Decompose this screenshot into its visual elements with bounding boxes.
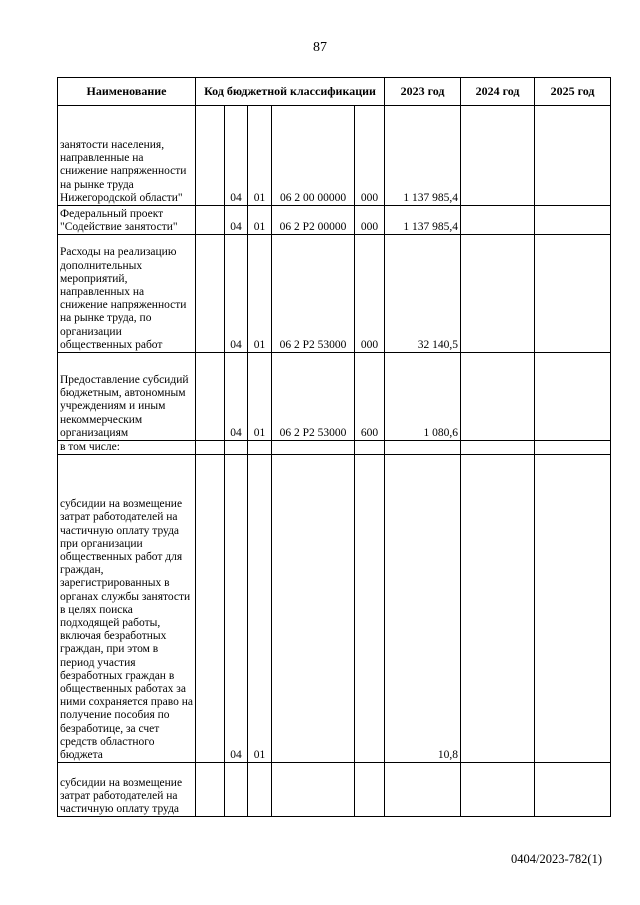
row-amount-2023: 10,8	[385, 455, 461, 763]
table-row	[58, 106, 611, 206]
row-target-article: 06 2 Р2 53000	[272, 353, 355, 441]
header-2023: 2023 год	[385, 78, 461, 106]
row-section: 04	[225, 455, 248, 763]
row-amount-2025	[535, 455, 611, 763]
row-expense-type	[355, 441, 385, 455]
table-row	[58, 353, 611, 441]
row-section: 04	[225, 353, 248, 441]
row-name: Предоставление субсидий бюджетным, автономным учреждениям и иным некоммерческим организациям	[58, 353, 196, 441]
row-subsection: 01	[248, 206, 272, 235]
row-amount-2023	[385, 441, 461, 455]
row-expense-type	[355, 763, 385, 817]
row-subsection: 01	[248, 106, 272, 206]
row-section: 04	[225, 206, 248, 235]
row-amount-2023: 32 140,5	[385, 235, 461, 353]
row-amount-2024	[461, 763, 535, 817]
document-code: 0404/2023-782(1)	[511, 852, 602, 866]
row-subsection	[248, 441, 272, 455]
row-amount-2025	[535, 353, 611, 441]
row-empty-cell	[196, 353, 225, 441]
row-amount-2025	[535, 206, 611, 235]
row-name: занятости населения, направленные на снижение напряженности на рынке труда Нижегородской области"	[58, 106, 196, 206]
row-amount-2023: 1 080,6	[385, 353, 461, 441]
row-amount-2024	[461, 441, 535, 455]
row-target-article	[272, 763, 355, 817]
row-expense-type: 000	[355, 206, 385, 235]
row-section	[225, 763, 248, 817]
row-section: 04	[225, 106, 248, 206]
row-amount-2023: 1 137 985,4	[385, 106, 461, 206]
budget-table	[57, 77, 611, 817]
table-row	[58, 763, 611, 817]
row-name: в том числе:	[58, 441, 196, 455]
header-2025: 2025 год	[535, 78, 611, 106]
row-subsection: 01	[248, 455, 272, 763]
row-empty-cell	[196, 235, 225, 353]
row-empty-cell	[196, 106, 225, 206]
row-empty-cell	[196, 206, 225, 235]
row-amount-2023: 1 137 985,4	[385, 206, 461, 235]
row-amount-2025	[535, 441, 611, 455]
row-amount-2025	[535, 235, 611, 353]
row-target-article: 06 2 Р2 00000	[272, 206, 355, 235]
table-row	[58, 235, 611, 353]
row-target-article	[272, 441, 355, 455]
header-name: Наименование	[58, 78, 196, 106]
table-row	[58, 206, 611, 235]
row-name: Расходы на реализацию дополнительных мероприятий, направленных на снижение напряженности на рынке труда, по организации общественных работ	[58, 235, 196, 353]
row-empty-cell	[196, 455, 225, 763]
header-code: Код бюджетной классификации	[196, 78, 385, 106]
row-section: 04	[225, 235, 248, 353]
row-name: Федеральный проект "Содействие занятости"	[58, 206, 196, 235]
row-subsection: 01	[248, 235, 272, 353]
row-section	[225, 441, 248, 455]
row-amount-2024	[461, 353, 535, 441]
row-amount-2025	[535, 106, 611, 206]
table-row	[58, 455, 611, 763]
header-row	[58, 78, 611, 106]
row-target-article	[272, 455, 355, 763]
header-2024: 2024 год	[461, 78, 535, 106]
row-expense-type	[355, 455, 385, 763]
row-amount-2024	[461, 235, 535, 353]
row-subsection	[248, 763, 272, 817]
row-empty-cell	[196, 441, 225, 455]
row-amount-2024	[461, 206, 535, 235]
row-expense-type: 000	[355, 235, 385, 353]
row-subsection: 01	[248, 353, 272, 441]
row-empty-cell	[196, 763, 225, 817]
row-target-article: 06 2 00 00000	[272, 106, 355, 206]
page-number: 87	[313, 40, 327, 55]
row-amount-2023	[385, 763, 461, 817]
row-amount-2024	[461, 455, 535, 763]
row-name: субсидии на возмещение затрат работодателей на частичную оплату труда	[58, 763, 196, 817]
row-amount-2025	[535, 763, 611, 817]
row-name: субсидии на возмещение затрат работодателей на частичную оплату труда при организации общественных работ для граждан, зарегистрированных в органах службы занятости в целях поиска подходящей работы, включая безработных граждан, при этом в период участия безработных граждан в общественных работах за ними сохраняется право на получение пособия по безработице, за счет средств областного бюджета	[58, 455, 196, 763]
table-row	[58, 441, 611, 455]
row-target-article: 06 2 Р2 53000	[272, 235, 355, 353]
row-amount-2024	[461, 106, 535, 206]
row-expense-type: 600	[355, 353, 385, 441]
row-expense-type: 000	[355, 106, 385, 206]
